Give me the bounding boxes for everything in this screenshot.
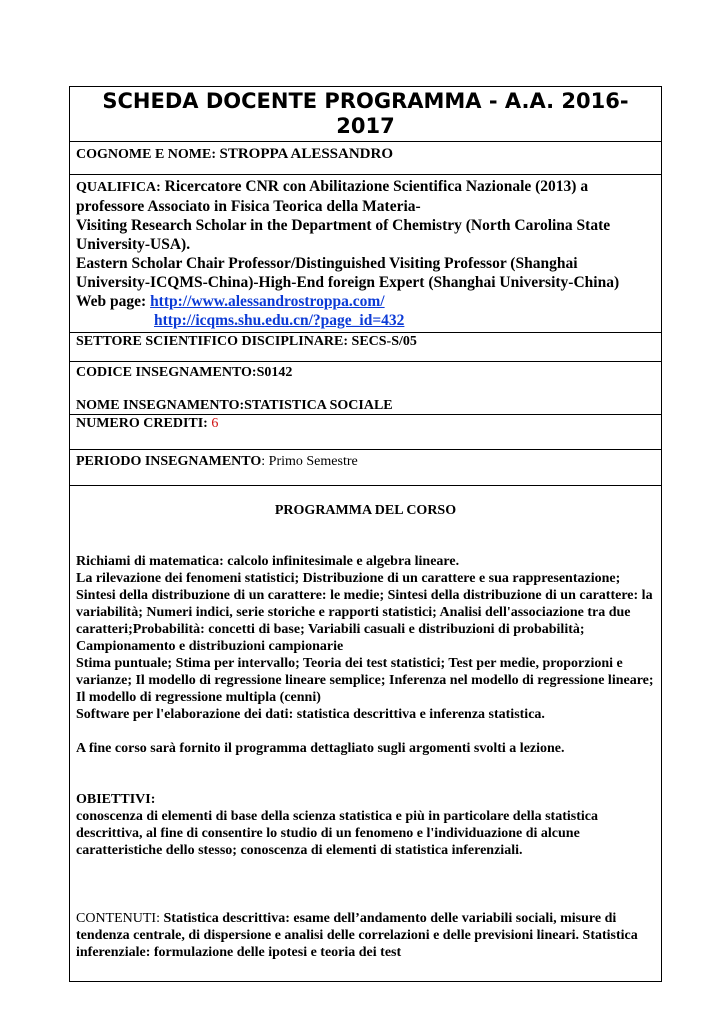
- programma-p1: Richiami di matematica: calcolo infinitesimale e algebra lineare.: [76, 554, 460, 569]
- contenuti-label: CONTENUTI:: [76, 911, 160, 926]
- link-indent: [76, 311, 404, 330]
- codice-text: CODICE INSEGNAMENTO:S0142: [76, 365, 293, 380]
- programma-heading: PROGRAMMA DEL CORSO: [274, 503, 457, 518]
- obiettivi-label: OBIETTIVI:: [76, 792, 156, 807]
- contenuti-text: Statistica descrittiva: esame dell’andamento delle variabili sociali, misure di tendenza centrale, di dispersione e analisi delle correlazioni e delle previsioni lineari. Statistica inferenziale: formulazione delle ipotesi e teoria dei test: [76, 911, 638, 960]
- codice-row: [70, 362, 662, 415]
- programma-p3: Stima puntuale; Stima per intervallo; Teoria dei test statistici; Test per medie, proporzioni e varianze; Il modello di regressione lineare semplice; Inferenza nel modello di regressione lineare; Il modello di regressione multipla (cenni): [76, 656, 654, 705]
- page-title: SCHEDA DOCENTE PROGRAMMA - A.A. 2016-2017: [70, 87, 662, 142]
- periodo-label: PERIODO INSEGNAMENTO: [76, 454, 262, 469]
- crediti-row: [70, 415, 662, 450]
- crediti-label: NUMERO CREDITI:: [76, 416, 208, 431]
- cognome-row: [70, 142, 662, 175]
- periodo-row: [70, 450, 662, 486]
- contenuti-block: [76, 910, 655, 961]
- qualifica-row: [70, 175, 662, 333]
- obiettivi-text: conoscenza di elementi di base della scienza statistica e più in particolare della statistica descrittiva, al fine di consentire lo studio di un fenomeno e l'individuazione di alcune caratteristiche dello stesso; conoscenza di elementi di statistica inferenziali.: [76, 809, 598, 858]
- programma-row: [70, 486, 662, 982]
- cognome-label: COGNOME E NOME:: [76, 147, 216, 162]
- nome-insegnamento-text: NOME INSEGNAMENTO:STATISTICA SOCIALE: [76, 398, 393, 413]
- programma-p4: Software per l'elaborazione dei dati: statistica descrittiva e inferenza statistica.: [76, 707, 545, 722]
- settore-row: SETTORE SCIENTIFICO DISCIPLINARE: SECS-S/05: [70, 333, 662, 362]
- programma-p5: A fine corso sarà fornito il programma dettagliato sugli argomenti svolti a lezione.: [76, 741, 565, 756]
- cognome-value: STROPPA ALESSANDRO: [219, 146, 394, 162]
- icqms-link[interactable]: http://icqms.shu.edu.cn/?page_id=432: [154, 312, 405, 329]
- qualifica-line1: Ricercatore CNR con Abilitazione Scientifica Nazionale (2013) a professore Associato in Fisica Teorica della Materia-: [76, 178, 589, 215]
- qualifica-line3: Eastern Scholar Chair Professor/Distinguished Visiting Professor (Shanghai University-ICQMS-China)-High-End foreign Expert (Shanghai University-China): [76, 255, 620, 291]
- web-page-label: Web page:: [76, 293, 147, 310]
- website-link[interactable]: http://www.alessandrostroppa.com/: [150, 293, 385, 310]
- qualifica-line2: Visiting Research Scholar in the Department of Chemistry (North Carolina State University-USA).: [76, 217, 611, 253]
- crediti-value: 6: [211, 416, 219, 431]
- qualifica-label: QUALIFICA:: [76, 180, 161, 195]
- periodo-value: : Primo Semestre: [261, 454, 358, 469]
- course-sheet-table: [69, 86, 662, 982]
- programma-p2: La rilevazione dei fenomeni statistici; Distribuzione di un carattere e sua rappresentazione; Sintesi della distribuzione di un carattere: le medie; Sintesi della distribuzione di un carattere: la variabilità; Numeri indici, serie storiche e rapporti statistici; Analisi dell'associazione tra due caratteri;Probabilità: concetti di base; Variabili casuali e distribuzioni di probabilità; Campionamento e distribuzioni campionarie: [76, 571, 653, 654]
